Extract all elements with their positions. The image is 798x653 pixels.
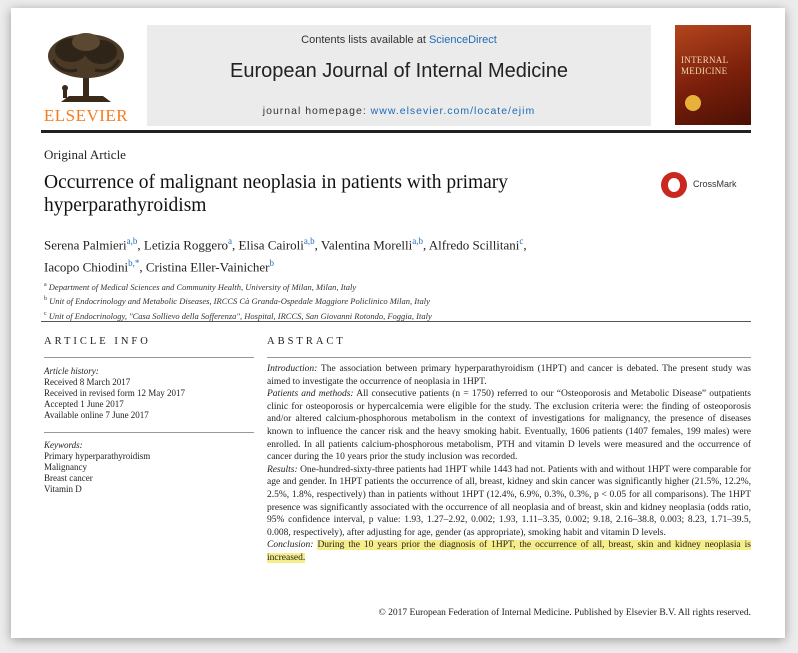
author-affiliation-mark[interactable]: a,b: [303, 236, 315, 246]
abstract-conclusion: Conclusion: During the 10 years prior the diagnosis of 1HPT, the occurrence of all, breast, skin and kidney neoplasia is increased.: [267, 540, 751, 563]
author-affiliation-mark[interactable]: a,b: [412, 236, 423, 246]
highlighted-conclusion: During the 10 years prior the diagnosis of 1HPT, the occurrence of all, breast, skin and kidney neoplasia is increased.: [267, 540, 751, 563]
accepted-date: Accepted 1 June 2017: [44, 399, 124, 409]
keyword: Vitamin D: [44, 484, 82, 494]
author-list: Serena Palmieri$^{a,b}$, Letizia Roggero$^a$, Elisa Cairoli$^{a,b}$, Valentina Morelli$^{a,b}$, Alfredo Scillitani$^c$, Iacopo Chiodini$^{b,*}$, Cristina Eller-Vainicher$^b$: [44, 236, 527, 275]
author-affiliation-mark[interactable]: a: [228, 236, 233, 246]
author[interactable]: Valentina Morelli: [320, 237, 413, 253]
publisher-name: ELSEVIER: [43, 106, 129, 125]
cover-title-line2: MEDICINE: [681, 66, 728, 76]
contents-line: [147, 34, 651, 46]
contents-prefix: Contents lists available at: [301, 34, 429, 46]
header-divider: [41, 130, 751, 133]
cover-title-line1: INTERNAL: [681, 55, 729, 65]
affiliations: [44, 279, 764, 322]
keywords-label: Keywords:: [44, 440, 83, 450]
received-date: Received 8 March 2017: [44, 377, 131, 387]
homepage-prefix: journal homepage:: [262, 105, 371, 117]
abstract-introduction: Introduction: The association between primary hyperparathyroidism (1HPT) and cancer is debated. The present study was aimed to investigate the occurrence of neoplasia in 1HPT.: [267, 364, 751, 387]
abstract-methods: Patients and methods: All consecutive patients (n = 1750) referred to our “Osteoporosis and Metabolic Disease” outpatients clinic for osteoporosis or hypercalcemia were eligible for the study. The exclusion criteria were: the finding of osteoporosis and/or altered calcium-phosphorous metabolism in the context of investigations for malignancy, the presence of diseases known to influence the cancer risk and the heavy smoking habit. Eventually, 1606 patients (1407 females, 199 males) were enrolled. In all patients calcium-phosphorous metabolism, PTH and vitamin D levels were measured and the occurrence of cancer during the 10 years prior the study inclusion was recorded.: [267, 389, 751, 463]
crossmark-icon: [661, 172, 687, 198]
copyright-notice: © 2017 European Federation of Internal Medicine. Published by Elsevier B.V. All rights reserved.: [378, 608, 751, 618]
online-date: Available online 7 June 2017: [44, 410, 149, 420]
author[interactable]: Alfredo Scillitani: [428, 237, 520, 253]
tree-of-knowledge-icon: [41, 30, 131, 106]
article-info-heading: ARTICLE INFO: [44, 336, 151, 347]
author-affiliation-mark[interactable]: b,*: [128, 258, 140, 269]
revised-date: Received in revised form 12 May 2017: [44, 388, 185, 398]
abstract-divider: [267, 357, 751, 358]
affiliation-item: $^c$ Unit of Endocrinology, "Casa Sollievo della Sofferenza", Hospital, IRCCS, San Giovanni Rotondo, Foggia, Italy: [44, 310, 432, 321]
author[interactable]: Letizia Roggero: [143, 237, 229, 253]
crossmark-label: CrossMark: [693, 179, 737, 189]
author[interactable]: Iacopo Chiodini: [44, 259, 129, 275]
article-history: [44, 366, 254, 421]
section-divider: [41, 321, 751, 322]
journal-cover-thumbnail[interactable]: [675, 25, 751, 125]
author[interactable]: Elisa Cairoli: [238, 237, 304, 253]
keyword: Primary hyperparathyroidism: [44, 451, 151, 461]
affiliation-item: $^b$ Unit of Endocrinology and Metabolic Diseases, IRCCS Cà Granda-Ospedale Maggiore Policlinico Milan, Italy: [44, 296, 430, 307]
cover-emblem-icon: [685, 95, 701, 111]
author-affiliation-mark[interactable]: a,b: [126, 236, 138, 246]
article-page: [11, 8, 785, 638]
author[interactable]: Cristina Eller-Vainicher: [145, 259, 270, 275]
cover-title: [681, 55, 728, 77]
article-type: Original Article: [44, 147, 126, 162]
keywords: [44, 440, 254, 495]
keyword: Breast cancer: [44, 473, 93, 483]
history-label: Article history:: [44, 366, 99, 376]
author-affiliation-mark[interactable]: b: [269, 258, 274, 269]
homepage-line: [147, 105, 651, 117]
journal-title: European Journal of Internal Medicine: [230, 60, 568, 82]
abstract-results: Results: One-hundred-sixty-three patients had 1HPT while 1443 had not. Patients with and without 1HPT were comparable for age and gender. In 1HPT patients the occurrence of all, breast, kidney and skin cancer was significantly higher (21.5%, 12.2%, 2.5%, 1.8%, respectively) than in patients without 1HPT (12.4%, 6.9%, 0.3%, 0.3%, p < 0.05 for all comparisons). The 1HPT presence was significantly associated with the occurrence of all neoplasia and of breast, skin and kidney neoplasia (odds ratio, 95% confidence interval, p value: 1.93, 1.27–2.92, 0.002; 1.93, 1.11–3.35, 0.002; 9.18, 2.16–38.8, 0.003; 8.23, 1.71–39.5, 0.008, respectively), after adjusting for age, gender (as appropriate), smoking habit and vitamin D levels.: [267, 464, 751, 538]
affiliation-item: $^a$ Department of Medical Sciences and Community Health, University of Milan, Milan, Italy: [44, 281, 357, 292]
author-affiliation-mark[interactable]: c: [519, 236, 524, 246]
journal-homepage-link[interactable]: www.elsevier.com/locate/ejim: [370, 105, 536, 117]
sciencedirect-link[interactable]: ScienceDirect: [428, 34, 497, 46]
journal-banner: [147, 25, 651, 126]
abstract-body: [267, 363, 751, 565]
abstract-heading: ABSTRACT: [267, 336, 346, 347]
elsevier-logo[interactable]: [41, 30, 131, 126]
keyword: Malignancy: [44, 462, 87, 472]
keywords-divider: [44, 432, 254, 433]
author[interactable]: Serena Palmieri: [44, 237, 127, 253]
info-divider: [44, 357, 254, 358]
article-title: Occurrence of malignant neoplasia in patients with primary hyperparathyroidism: [44, 172, 509, 216]
